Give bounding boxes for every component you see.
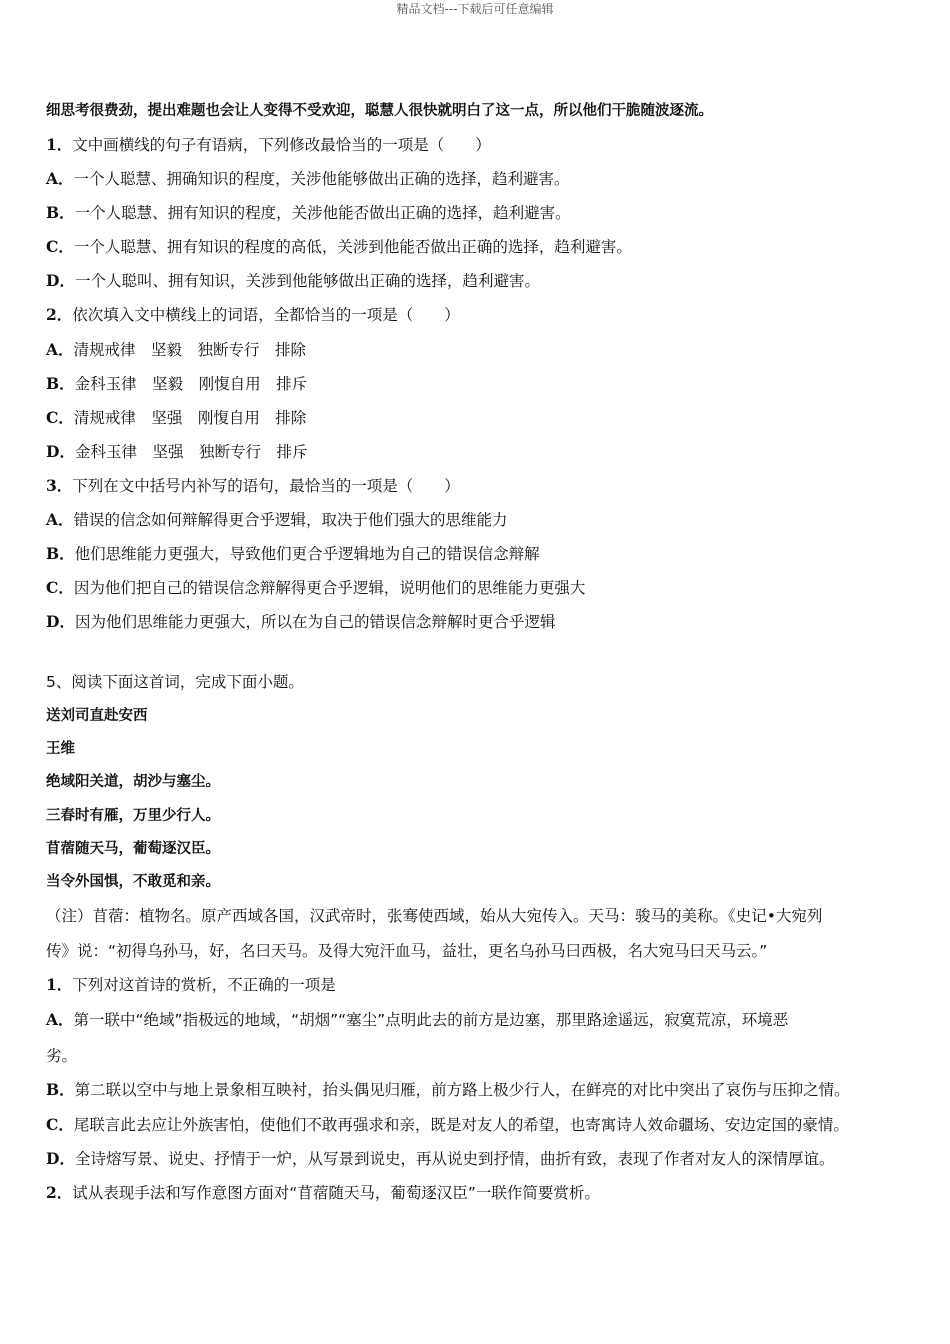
option-text: 全诗熔写景、说史、抒情于一炉，从写景到说史，再从说史到抒情，曲折有致，表现了作者对友人的深情厚谊。 [74, 1150, 835, 1168]
poem-line-1: 绝域阳关道，胡沙与塞尘。 [46, 773, 220, 790]
option-label: B． [46, 374, 75, 393]
option-label: B． [46, 544, 75, 563]
q1-option-d [46, 271, 540, 291]
option-text: 一个人聪慧、拥确知识的程度，关涉他能够做出正确的选择，趋利避害。 [73, 170, 570, 188]
page-header: 精品文档---下载后可任意编辑 [396, 2, 554, 16]
q1-option-a [46, 169, 570, 189]
question-2-stem [46, 305, 460, 325]
option-label: B． [46, 203, 75, 222]
option-label: B． [46, 1080, 75, 1099]
poem-note-line-1: （注）苜蓿：植物名。原产西域各国，汉武帝时，张骞使西域，始从大宛传入。天马：骏马的美称。《史记•大宛列 [46, 907, 823, 925]
pq1-option-a [46, 1010, 788, 1030]
section-5-heading: 5、阅读下面这首词，完成下面小题。 [46, 673, 304, 691]
q3-option-c [46, 578, 585, 598]
poem-title: 送刘司直赴安西 [46, 707, 148, 724]
option-text: 清规戒律 坚毅 独断专行 排除 [73, 341, 307, 359]
option-label: C． [46, 237, 74, 256]
pq1-option-a-continued: 劣。 [46, 1047, 78, 1065]
option-label: D． [46, 1149, 75, 1168]
q3-option-b [46, 544, 540, 564]
option-label: D． [46, 271, 75, 290]
option-text: 错误的信念如何辩解得更合乎逻辑，取决于他们强大的思维能力 [73, 511, 508, 529]
question-text: 依次填入文中横线上的词语，全都恰当的一项是（ ） [72, 306, 460, 324]
question-3-stem [46, 476, 460, 496]
q3-option-d [46, 612, 555, 632]
q2-option-a [46, 340, 306, 360]
question-number: 1． [46, 135, 73, 154]
option-label: A． [46, 510, 74, 529]
pq1-option-b [46, 1080, 850, 1100]
passage-tail-line: 细思考很费劲，提出难题也会让人变得不受欢迎，聪慧人很快就明白了这一点，所以他们干脆随波逐流。 [46, 102, 713, 119]
option-label: A． [46, 1010, 74, 1029]
option-label: C． [46, 408, 74, 427]
poem-question-2-stem [46, 1183, 600, 1203]
question-number: 2． [46, 305, 73, 324]
poem-note-line-2: 传》说：“初得乌孙马，好，名曰天马。及得大宛汗血马，益壮，更名乌孙马曰西极，名大宛马曰天马云。” [46, 942, 768, 960]
q2-option-d [46, 442, 307, 462]
option-label: D． [46, 442, 75, 461]
poem-line-3: 苜蓿随天马，葡萄逐汉臣。 [46, 840, 220, 857]
option-text: 一个人聪叫、拥有知识，关涉到他能够做出正确的选择，趋利避害。 [74, 272, 540, 290]
option-text: 金科玉律 坚强 独断专行 排斥 [74, 443, 308, 461]
poem-question-1-stem [46, 975, 336, 995]
option-text: 一个人聪慧、拥有知识的程度的高低，关涉到他能否做出正确的选择，趋利避害。 [73, 238, 632, 256]
option-label: C． [46, 1115, 74, 1134]
option-text: 第二联以空中与地上景象相互映衬，抬头偶见归雁，前方路上极少行人，在鲜亮的对比中突出了哀伤与压抑之情。 [74, 1081, 850, 1099]
option-text: 他们思维能力更强大，导致他们更合乎逻辑地为自己的错误信念辩解 [74, 545, 540, 563]
poem-line-4: 当令外国惧，不敢觅和亲。 [46, 873, 220, 890]
option-label: C． [46, 578, 74, 597]
poem-author: 王维 [46, 740, 75, 757]
question-1-stem [46, 135, 491, 155]
option-text: 一个人聪慧、拥有知识的程度，关涉他能否做出正确的选择，趋利避害。 [74, 204, 571, 222]
option-text: 尾联言此去应让外族害怕，使他们不敢再强求和亲，既是对友人的希望，也寄寓诗人效命疆场、安边定国的豪情。 [73, 1116, 849, 1134]
q1-option-b [46, 203, 571, 223]
pq1-option-c [46, 1115, 849, 1135]
option-text: 因为他们把自己的错误信念辩解得更合乎逻辑，说明他们的思维能力更强大 [73, 579, 586, 597]
question-number: 1． [46, 975, 73, 994]
q2-option-c [46, 408, 306, 428]
question-text: 下列对这首诗的赏析，不正确的一项是 [72, 976, 336, 994]
q1-option-c [46, 237, 632, 257]
option-text: 清规戒律 坚强 刚愎自用 排除 [73, 409, 307, 427]
poem-line-2: 三春时有雁，万里少行人。 [46, 807, 220, 824]
q3-option-a [46, 510, 508, 530]
q2-option-b [46, 374, 307, 394]
option-label: A． [46, 340, 74, 359]
question-number: 2． [46, 1183, 73, 1202]
question-number: 3． [46, 476, 73, 495]
option-text: 因为他们思维能力更强大，所以在为自己的错误信念辩解时更合乎逻辑 [74, 613, 556, 631]
question-text: 文中画横线的句子有语病，下列修改最恰当的一项是（ ） [72, 136, 491, 154]
option-label: D． [46, 612, 75, 631]
question-text: 试从表现手法和写作意图方面对“苜蓿随天马，葡萄逐汉臣”一联作简要赏析。 [72, 1184, 600, 1202]
option-label: A． [46, 169, 74, 188]
question-text: 下列在文中括号内补写的语句，最恰当的一项是（ ） [72, 477, 460, 495]
option-text: 金科玉律 坚毅 刚愎自用 排斥 [74, 375, 308, 393]
pq1-option-d [46, 1149, 834, 1169]
option-text: 第一联中“绝域”指极远的地域，“胡烟”“塞尘”点明此去的前方是边塞，那里路途遥远，寂寞荒凉，环境恶 [73, 1011, 789, 1029]
